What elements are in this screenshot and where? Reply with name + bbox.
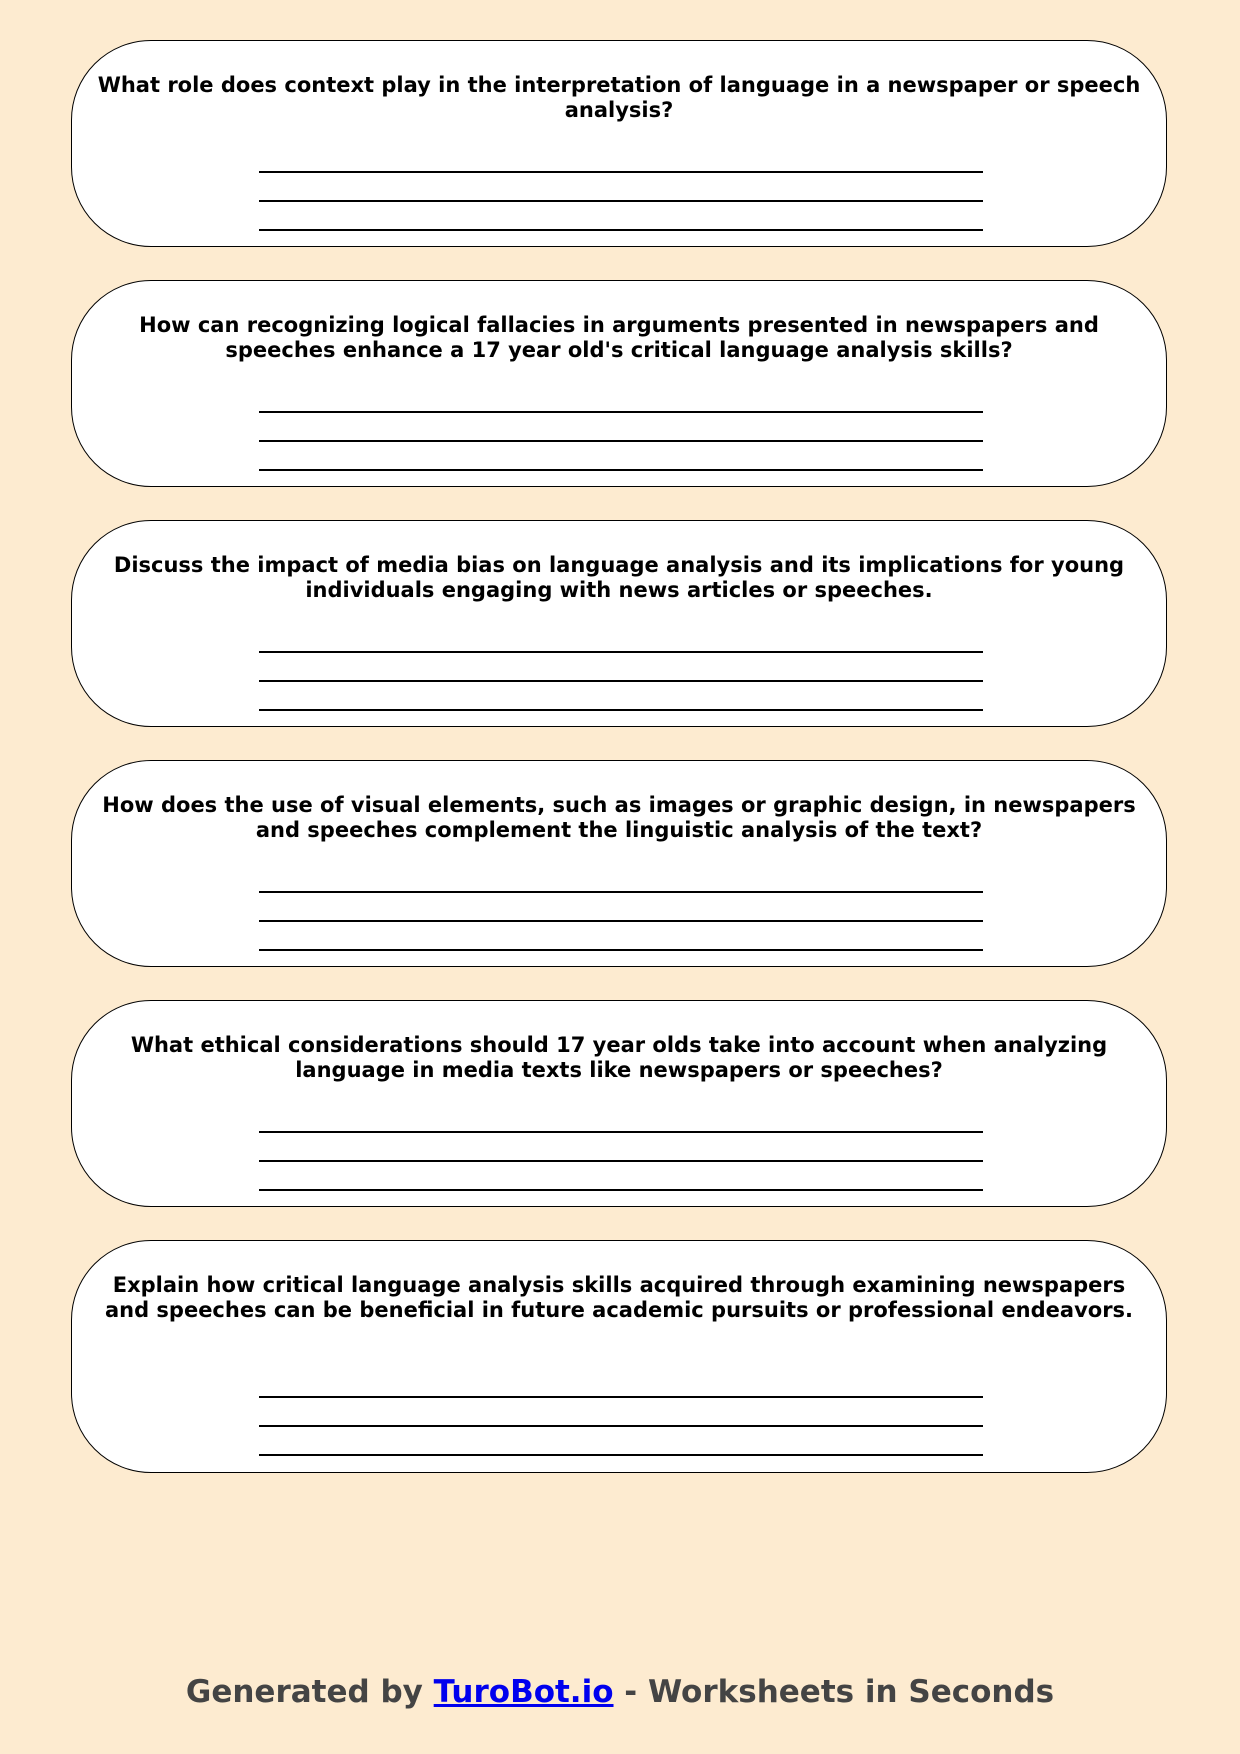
answer-lines (259, 1131, 983, 1191)
answer-lines (259, 651, 983, 711)
answer-lines (259, 891, 983, 951)
answer-line[interactable] (259, 171, 983, 173)
answer-line[interactable] (259, 1160, 983, 1162)
answer-line[interactable] (259, 651, 983, 653)
answer-line[interactable] (259, 440, 983, 442)
answer-line[interactable] (259, 680, 983, 682)
answer-lines (259, 171, 983, 231)
question-card-4 (71, 760, 1167, 967)
turobot-link[interactable]: TuroBot.io (433, 1674, 614, 1710)
answer-line[interactable] (259, 1189, 983, 1191)
answer-line[interactable] (259, 709, 983, 711)
answer-line[interactable] (259, 200, 983, 202)
answer-line[interactable] (259, 469, 983, 471)
question-text: How does the use of visual elements, such as images or graphic design, in newspapers and speeches complement the linguistic analysis of the text? (102, 793, 1136, 842)
answer-line[interactable] (259, 411, 983, 413)
answer-line[interactable] (259, 1454, 983, 1456)
answer-line[interactable] (259, 949, 983, 951)
answer-line[interactable] (259, 920, 983, 922)
question-text: How can recognizing logical fallacies in arguments presented in newspapers and speeches enhance a 17 year old's critical language analysis skills? (139, 313, 1099, 362)
question-card-2 (71, 280, 1167, 487)
answer-lines (259, 1396, 983, 1456)
answer-line[interactable] (259, 1425, 983, 1427)
answer-lines (259, 411, 983, 471)
question-text: What role does context play in the interpretation of language in a newspaper or speech analysis? (97, 73, 1141, 122)
answer-line[interactable] (259, 1396, 983, 1398)
footer-prefix: Generated by (185, 1674, 434, 1710)
answer-line[interactable] (259, 891, 983, 893)
question-text: Discuss the impact of media bias on language analysis and its implications for young individuals engaging with news articles or speeches. (113, 553, 1125, 602)
answer-line[interactable] (259, 229, 983, 231)
footer-suffix: - Worksheets in Seconds (613, 1674, 1055, 1710)
question-card-3 (71, 520, 1167, 727)
question-text: What ethical considerations should 17 year olds take into account when analyzing language in media texts like newspapers or speeches? (130, 1033, 1108, 1082)
question-card-6 (71, 1240, 1167, 1473)
question-card-5 (71, 1000, 1167, 1207)
question-text: Explain how critical language analysis skills acquired through examining newspapers and speeches can be beneficial in future academic pursuits or professional endeavors. (104, 1273, 1134, 1322)
answer-line[interactable] (259, 1131, 983, 1133)
footer (0, 1672, 1240, 1712)
question-card-1 (71, 40, 1167, 247)
